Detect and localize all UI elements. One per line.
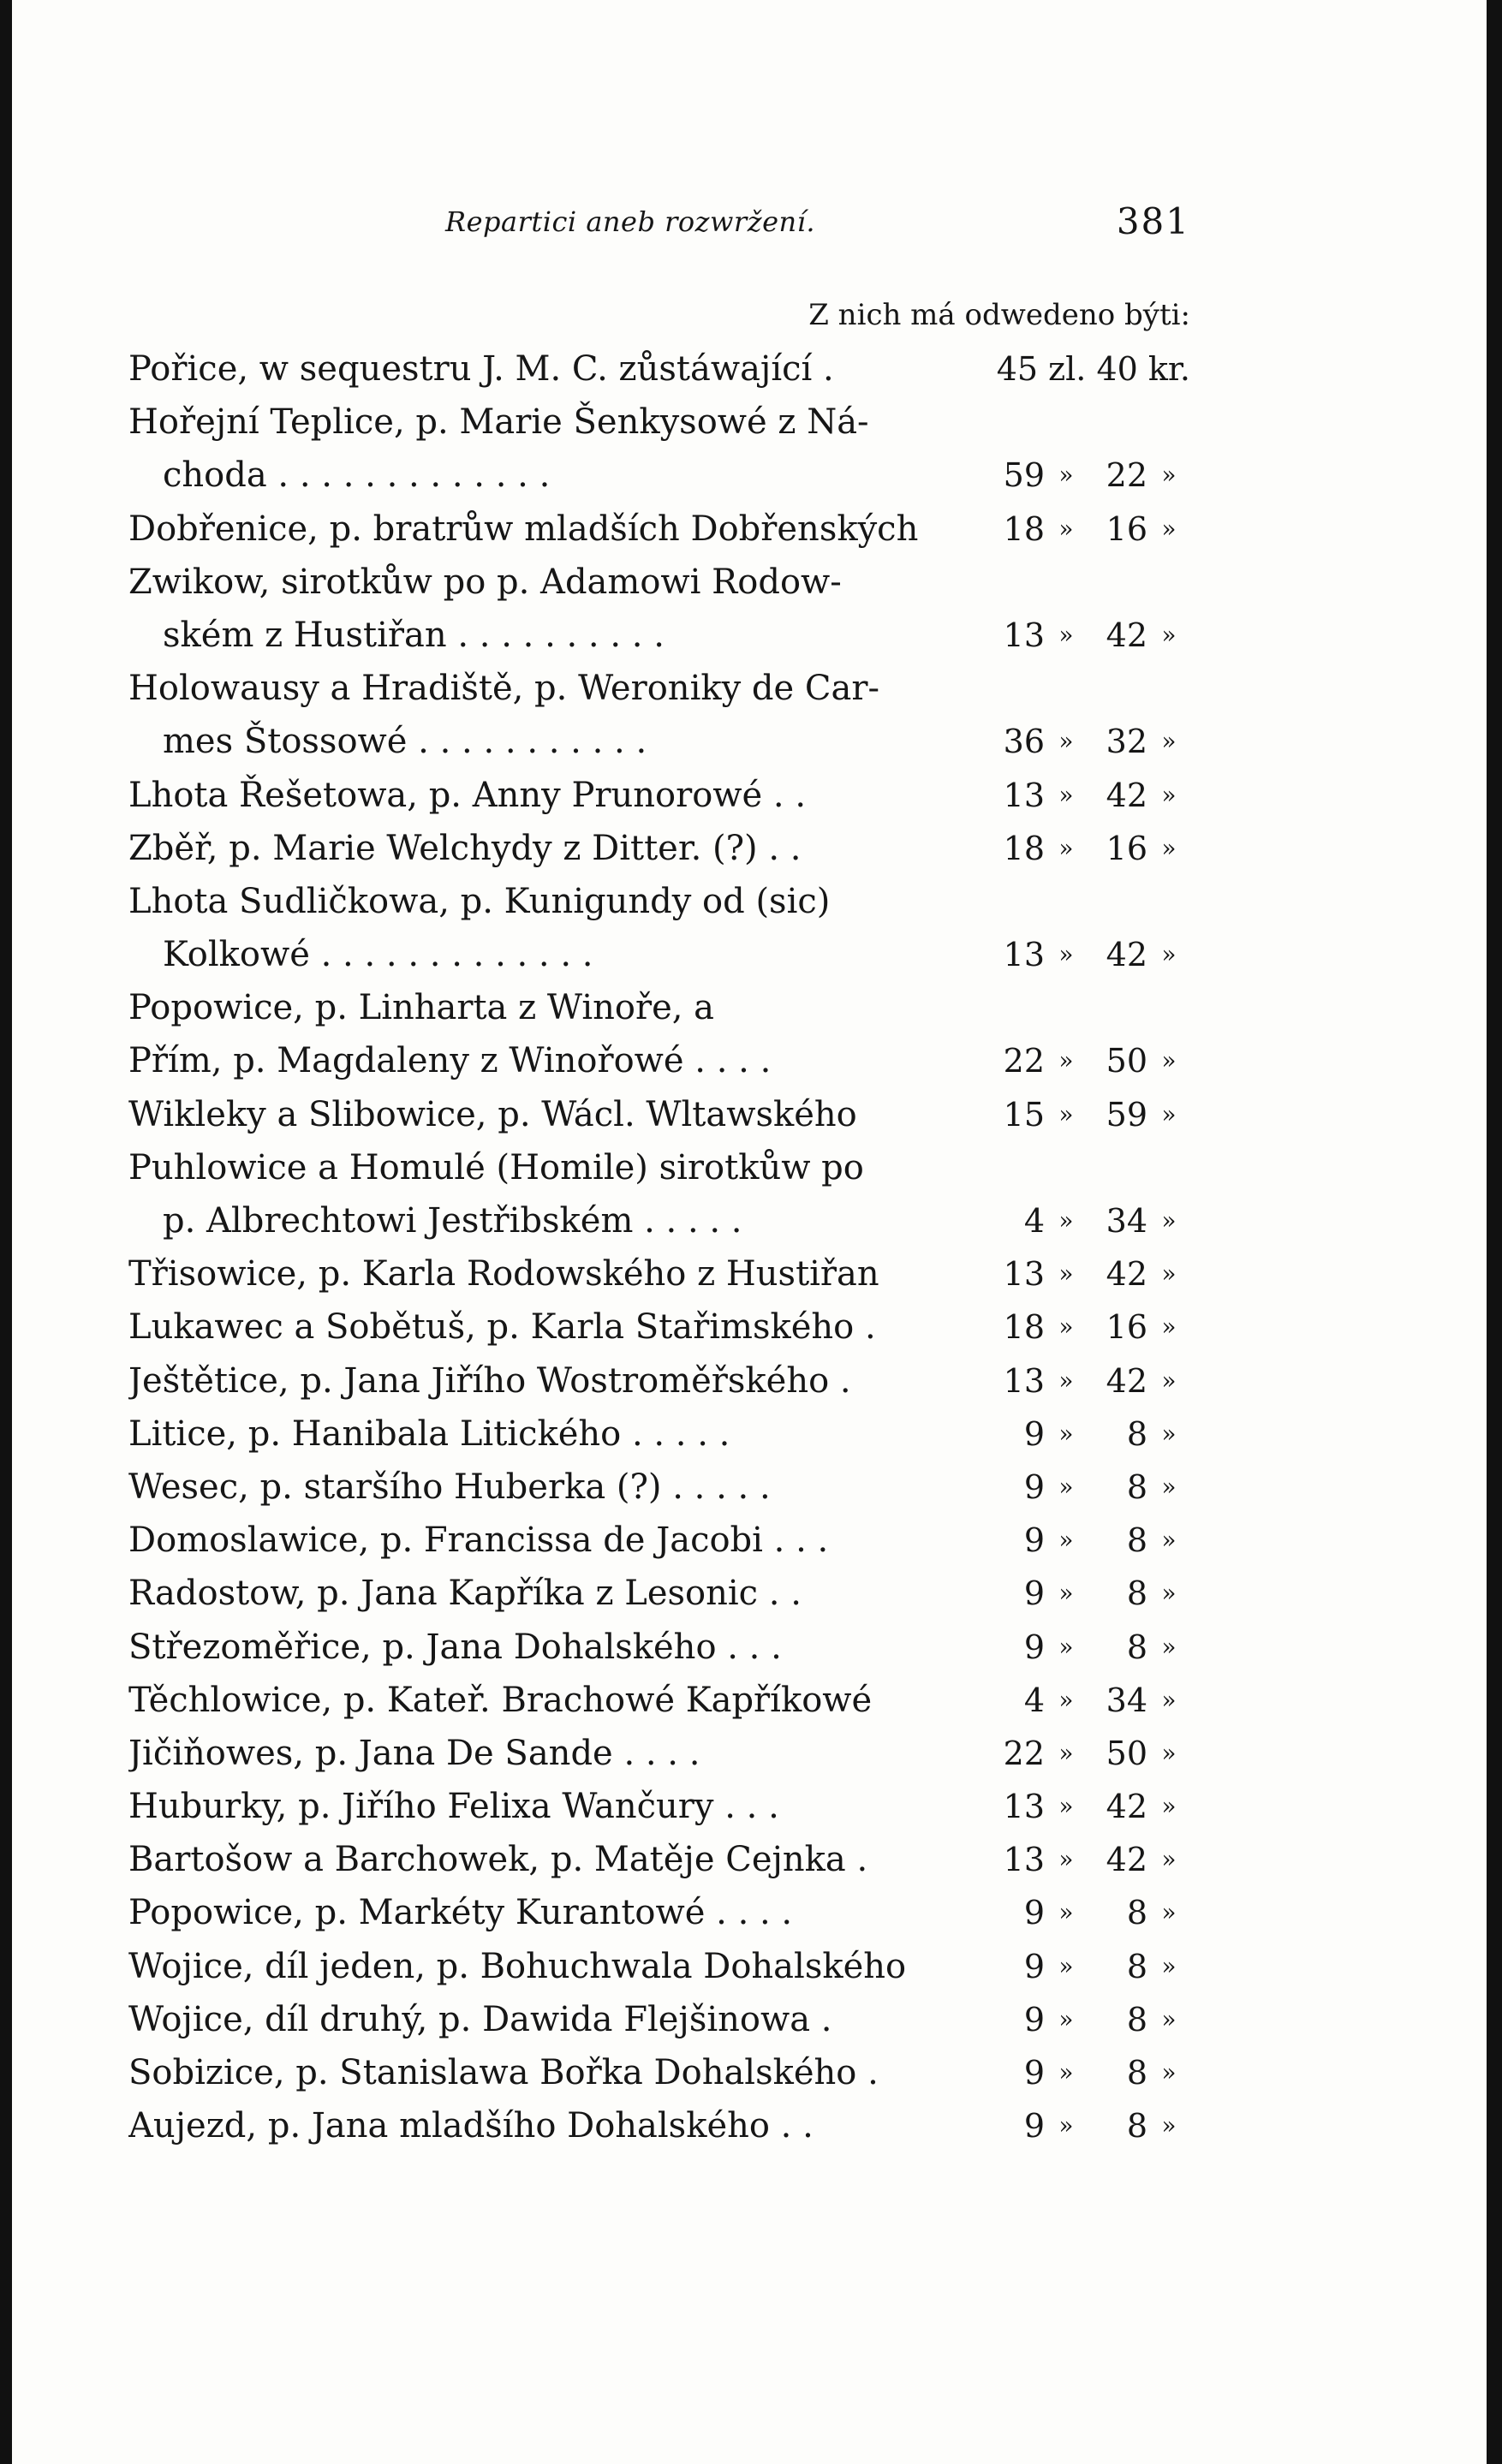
- amount-kr: 8: [1126, 1947, 1147, 1985]
- ditto-mark: »: [1058, 1579, 1074, 1608]
- amount-kr: 8: [1126, 2054, 1147, 2092]
- amount-zl: 9: [1023, 1628, 1045, 1666]
- amount-kr: 16: [1106, 829, 1147, 867]
- amount-kr: 50: [1106, 1734, 1147, 1772]
- table-row: [128, 1940, 1190, 1993]
- table-row: [128, 342, 1190, 396]
- ditto-mark: »: [1161, 1366, 1177, 1395]
- ditto-mark: »: [1161, 1472, 1177, 1501]
- running-title: Repartici aneb rozwržení.: [445, 205, 816, 238]
- scan-edge-right: [1487, 0, 1502, 2464]
- table-row: [128, 1727, 1190, 1780]
- entry-name: Zběř, p. Marie Welchydy z Ditter. (?) . .: [128, 828, 802, 868]
- entry-name: Wesec, p. staršího Huberka (?) . . . . .: [128, 1467, 771, 1507]
- entry-amount: [933, 1567, 1190, 1620]
- amount-zl: 13: [1003, 1361, 1045, 1400]
- ditto-mark: »: [1058, 1472, 1074, 1501]
- entry-amount: [933, 1674, 1190, 1727]
- table-row: [128, 1674, 1190, 1727]
- amount-kr: 8: [1126, 1467, 1147, 1506]
- ditto-mark: »: [1161, 1526, 1177, 1555]
- ditto-mark: »: [1161, 1685, 1177, 1714]
- table-row: [128, 1247, 1190, 1300]
- amount-kr: 42: [1106, 616, 1147, 654]
- entry-name: Zwikow, sirotkůw po p. Adamowi Rodow-: [128, 562, 842, 602]
- ditto-mark: »: [1058, 1632, 1074, 1661]
- ditto-mark: »: [1058, 1738, 1074, 1767]
- table-row: [128, 1194, 1190, 1247]
- ditto-mark: »: [1058, 1312, 1074, 1342]
- table-row: [128, 875, 1190, 928]
- entry-amount: [933, 715, 1190, 768]
- ditto-mark: »: [1058, 780, 1074, 809]
- ditto-mark: »: [1058, 1526, 1074, 1555]
- entry-amount: [933, 1461, 1190, 1514]
- ditto-mark: »: [1058, 940, 1074, 969]
- amount-zl: 9: [1023, 1574, 1045, 1613]
- amount-kr: 42: [1106, 1255, 1147, 1294]
- book-page: [128, 188, 1190, 2152]
- amount-kr: 34: [1106, 1681, 1147, 1719]
- amount-zl: 15: [1003, 1095, 1045, 1134]
- amount-zl: 4: [1023, 1681, 1045, 1719]
- table-row: [128, 928, 1190, 981]
- amount-kr: 16: [1106, 1308, 1147, 1347]
- amount-zl: 13: [1003, 616, 1045, 654]
- entry-name: Bartošow a Barchowek, p. Matěje Cejnka .: [128, 1840, 868, 1880]
- ditto-mark: »: [1161, 1579, 1177, 1608]
- entry-amount: [933, 503, 1190, 556]
- entry-amount: [933, 1833, 1190, 1886]
- entry-amount: [933, 2046, 1190, 2099]
- entry-name: Wikleky a Slibowice, p. Wácl. Wltawského: [128, 1094, 857, 1134]
- amount-kr: 22: [1106, 456, 1147, 495]
- ditto-mark: »: [1161, 1845, 1177, 1874]
- amount-zl: 9: [1023, 1467, 1045, 1506]
- entry-name: Lhota Sudličkowa, p. Kunigundy od (sic): [128, 881, 831, 921]
- entry-name: Těchlowice, p. Kateř. Brachowé Kapříkowé: [128, 1680, 873, 1720]
- entry-amount: [933, 1300, 1190, 1354]
- entry-amount: [933, 1621, 1190, 1674]
- entry-name: Lukawec a Sobětuš, p. Karla Stařimského .: [128, 1307, 876, 1348]
- ditto-mark: »: [1161, 727, 1177, 756]
- table-row: [128, 556, 1190, 609]
- entry-amount: [933, 822, 1190, 875]
- entry-name: ském z Hustiřan . . . . . . . . . .: [163, 615, 665, 655]
- ditto-mark: »: [1058, 1419, 1074, 1448]
- amount-kr: 32: [1106, 723, 1147, 761]
- ditto-mark: »: [1058, 2004, 1074, 2033]
- amount-zl: 9: [1023, 1894, 1045, 1932]
- ditto-mark: »: [1161, 2111, 1177, 2140]
- amount-kr: 42: [1106, 1788, 1147, 1826]
- amount-zl: 18: [1003, 1308, 1045, 1347]
- table-row: [128, 609, 1190, 662]
- amount-kr: 42: [1106, 1841, 1147, 1879]
- entry-name: Lhota Řešetowa, p. Anny Prunorowé . .: [128, 775, 807, 815]
- amount-zl: 13: [1003, 776, 1045, 814]
- table-row: [128, 1354, 1190, 1408]
- ditto-mark: »: [1161, 780, 1177, 809]
- amount-zl: 9: [1023, 2107, 1045, 2146]
- ditto-mark: »: [1161, 833, 1177, 862]
- ditto-mark: »: [1058, 727, 1074, 756]
- table-row: [128, 981, 1190, 1034]
- amount-zl: 9: [1023, 2000, 1045, 2038]
- ditto-mark: »: [1161, 1738, 1177, 1767]
- entry-name: Domoslawice, p. Francissa de Jacobi . . .: [128, 1521, 829, 1561]
- ditto-mark: »: [1161, 1632, 1177, 1661]
- column-heading: Z nich má odwedeno býti:: [808, 298, 1190, 332]
- ditto-mark: »: [1058, 2111, 1074, 2140]
- ditto-mark: »: [1058, 1951, 1074, 1980]
- entry-name: Třisowice, p. Karla Rodowského z Hustiřan: [128, 1254, 879, 1294]
- table-row: [128, 1833, 1190, 1886]
- table-row: [128, 1886, 1190, 1939]
- ditto-mark: »: [1058, 620, 1074, 649]
- entry-amount: [933, 1088, 1190, 1141]
- table-row: [128, 1621, 1190, 1674]
- table-row: [128, 1408, 1190, 1461]
- amount-kr: 8: [1126, 1521, 1147, 1560]
- entry-amount: [933, 769, 1190, 822]
- ditto-mark: »: [1058, 1685, 1074, 1714]
- entry-amount: [933, 928, 1190, 981]
- ditto-mark: »: [1161, 1951, 1177, 1980]
- table-row: [128, 1461, 1190, 1514]
- entry-amount: [933, 1886, 1190, 1939]
- amount-kr: 16: [1106, 509, 1147, 548]
- entry-amount: [933, 342, 1190, 396]
- table-row: [128, 1141, 1190, 1194]
- entry-name: Sobizice, p. Stanislawa Bořka Dohalského .: [128, 2053, 879, 2092]
- table-row: [128, 1300, 1190, 1354]
- ditto-mark: »: [1161, 2058, 1177, 2086]
- ditto-mark: »: [1161, 1898, 1177, 1927]
- ditto-mark: »: [1058, 1366, 1074, 1395]
- table-row: [128, 715, 1190, 768]
- table-row: [128, 662, 1190, 715]
- ditto-mark: »: [1058, 1099, 1074, 1128]
- running-head: [128, 188, 1190, 248]
- entry-name: Kolkowé . . . . . . . . . . . . .: [163, 935, 593, 975]
- amount-kr: 42: [1106, 936, 1147, 974]
- entry-name: p. Albrechtowi Jestřibském . . . . .: [163, 1201, 742, 1241]
- entry-amount: [933, 1194, 1190, 1247]
- entry-name: Popowice, p. Linharta z Winoře, a: [128, 988, 715, 1028]
- entry-amount: [933, 2099, 1190, 2152]
- amount-zl: 36: [1003, 723, 1045, 761]
- table-row: [128, 2099, 1190, 2152]
- amount-zl: 18: [1003, 829, 1045, 867]
- ditto-mark: »: [1058, 1259, 1074, 1289]
- entry-amount: [933, 1034, 1190, 1087]
- amount-kr: 8: [1126, 1574, 1147, 1613]
- ditto-mark: »: [1161, 2004, 1177, 2033]
- entry-amount: [933, 1514, 1190, 1567]
- amount-kr: 34: [1106, 1202, 1147, 1240]
- amount-zl: 13: [1003, 1788, 1045, 1826]
- amount-zl: 13: [1003, 936, 1045, 974]
- entry-name: Pořice, w sequestru J. M. C. zůstáwající .: [128, 349, 834, 389]
- ditto-mark: »: [1058, 514, 1074, 543]
- amount-zl: 9: [1023, 1947, 1045, 1985]
- ditto-mark: »: [1058, 1046, 1074, 1075]
- entry-name: Wojice, díl druhý, p. Dawida Flejšinowa .: [128, 1999, 832, 2039]
- amount-zl: 13: [1003, 1841, 1045, 1879]
- entry-amount: [933, 1727, 1190, 1780]
- entry-name: Puhlowice a Homulé (Homile) sirotkůw po: [128, 1147, 864, 1187]
- table-row: [128, 449, 1190, 502]
- entry-name: Radostow, p. Jana Kapříka z Lesonic . .: [128, 1574, 802, 1614]
- ditto-mark: »: [1058, 2058, 1074, 2086]
- entry-name: Přím, p. Magdaleny z Winořowé . . . .: [128, 1041, 772, 1081]
- amount-kr: 59: [1106, 1095, 1147, 1134]
- entry-name: Popowice, p. Markéty Kurantowé . . . .: [128, 1893, 793, 1933]
- amount-kr: 8: [1126, 1628, 1147, 1666]
- ditto-mark: »: [1161, 1259, 1177, 1289]
- ditto-mark: »: [1161, 1792, 1177, 1821]
- entry-name: Jičiňowes, p. Jana De Sande . . . .: [128, 1733, 700, 1773]
- ditto-mark: »: [1161, 1046, 1177, 1075]
- entry-name: Ještětice, p. Jana Jiřího Wostroměřského .: [128, 1360, 851, 1401]
- entry-name: Wojice, díl jeden, p. Bohuchwala Dohalského: [128, 1946, 907, 1986]
- entry-name: mes Štossowé . . . . . . . . . . .: [163, 722, 647, 762]
- amount-zl: 22: [1003, 1042, 1045, 1080]
- entry-amount: [933, 1247, 1190, 1300]
- entry-list: [128, 342, 1190, 2152]
- ditto-mark: »: [1161, 461, 1177, 490]
- entry-amount: [933, 1940, 1190, 1993]
- entry-amount: [933, 609, 1190, 662]
- ditto-mark: »: [1161, 1206, 1177, 1235]
- amount-kr: 42: [1106, 1361, 1147, 1400]
- ditto-mark: »: [1161, 1312, 1177, 1342]
- entry-amount: [933, 1408, 1190, 1461]
- entry-name: Hořejní Teplice, p. Marie Šenkysowé z Ná-: [128, 402, 869, 443]
- amount-zl: 9: [1023, 1521, 1045, 1560]
- amount-zl: 59: [1003, 456, 1045, 495]
- ditto-mark: »: [1058, 1792, 1074, 1821]
- table-row: [128, 1567, 1190, 1620]
- ditto-mark: »: [1058, 461, 1074, 490]
- entry-name: Litice, p. Hanibala Litického . . . . .: [128, 1414, 730, 1454]
- amount-kr: 8: [1126, 2107, 1147, 2146]
- amount-zl: 9: [1023, 1414, 1045, 1453]
- entry-amount: [933, 1993, 1190, 2046]
- table-row: [128, 769, 1190, 822]
- table-row: [128, 1034, 1190, 1087]
- entry-name: Střezoměřice, p. Jana Dohalského . . .: [128, 1627, 782, 1667]
- table-row: [128, 1088, 1190, 1141]
- amount-kr: 50: [1106, 1042, 1147, 1080]
- ditto-mark: »: [1161, 1419, 1177, 1448]
- scan-edge-left: [0, 0, 12, 2464]
- amount-kr: 42: [1106, 776, 1147, 814]
- amount-zl: 9: [1023, 2054, 1045, 2092]
- ditto-mark: »: [1058, 1845, 1074, 1874]
- ditto-mark: »: [1161, 940, 1177, 969]
- entry-amount: [933, 449, 1190, 502]
- entry-name: Holowausy a Hradiště, p. Weroniky de Car-: [128, 669, 879, 709]
- entry-name: Huburky, p. Jiřího Felixa Wančury . . .: [128, 1787, 779, 1827]
- entry-amount: [933, 1780, 1190, 1833]
- amount-kr: 8: [1126, 1414, 1147, 1453]
- entry-amount: [933, 1354, 1190, 1408]
- amount-kr: 8: [1126, 1894, 1147, 1932]
- amount-kr: 8: [1126, 2000, 1147, 2038]
- table-row: [128, 1514, 1190, 1567]
- amount-zl: 18: [1003, 509, 1045, 548]
- entry-name: choda . . . . . . . . . . . . .: [163, 455, 551, 496]
- ditto-mark: »: [1058, 1898, 1074, 1927]
- amount-total: 45 zl. 40 kr.: [996, 350, 1190, 388]
- ditto-mark: »: [1058, 1206, 1074, 1235]
- table-row: [128, 1780, 1190, 1833]
- table-row: [128, 822, 1190, 875]
- table-row: [128, 396, 1190, 449]
- ditto-mark: »: [1161, 1099, 1177, 1128]
- entry-name: Dobřenice, p. bratrůw mladších Dobřenských: [128, 509, 919, 549]
- page-number: 381: [1116, 200, 1190, 242]
- table-row: [128, 1993, 1190, 2046]
- amount-zl: 4: [1023, 1202, 1045, 1240]
- ditto-mark: »: [1058, 833, 1074, 862]
- ditto-mark: »: [1161, 620, 1177, 649]
- amount-zl: 22: [1003, 1734, 1045, 1772]
- amount-zl: 13: [1003, 1255, 1045, 1294]
- ditto-mark: »: [1161, 514, 1177, 543]
- entry-name: Aujezd, p. Jana mladšího Dohalského . .: [128, 2106, 814, 2146]
- table-row: [128, 2046, 1190, 2099]
- table-row: [128, 503, 1190, 556]
